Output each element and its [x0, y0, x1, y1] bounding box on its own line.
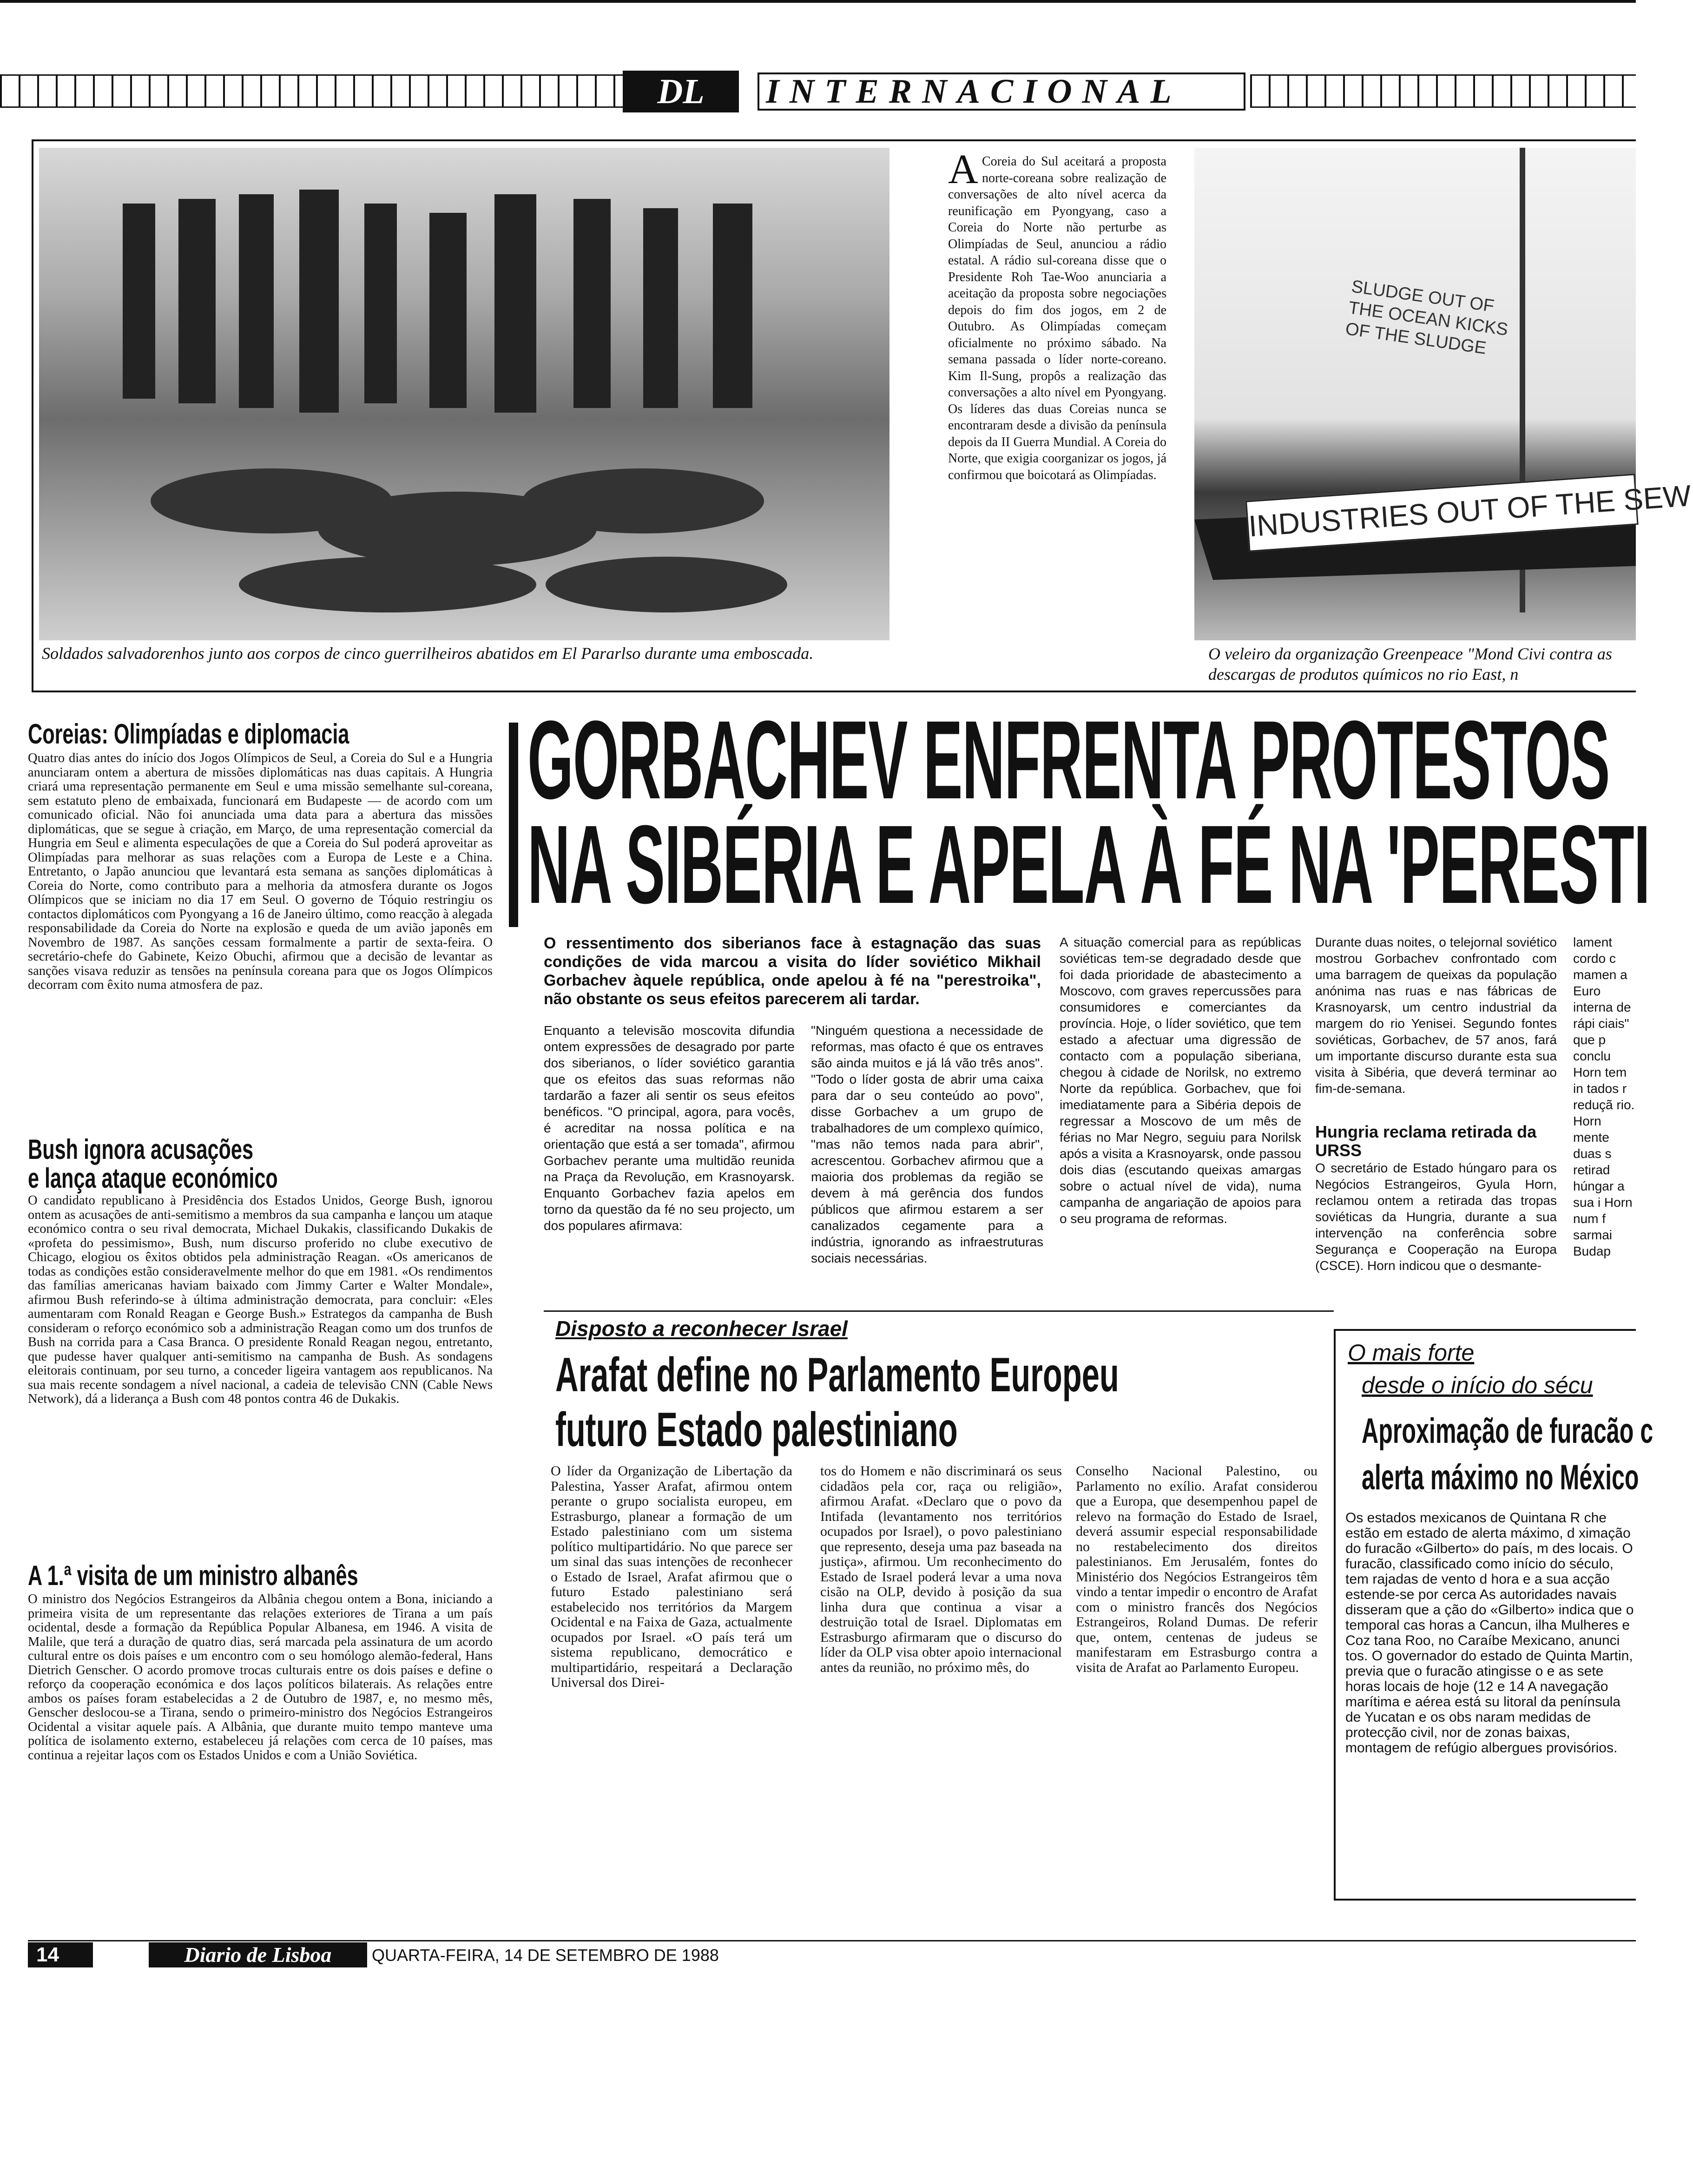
- issue-date: QUARTA-FEIRA, 14 DE SETEMBRO DE 1988: [372, 1946, 719, 1965]
- gorbachev-col-5-clipped: lament cordo c mamen a Euro interna de rápi ciais" que p conclu Horn tem in tados r reduçã rio. Horn mente duas s retirad húngar a sua i Horn num f sarmai Budap: [1573, 935, 1635, 1258]
- gorbachev-lead: O ressentimento dos siberianos face à estagnação das suas condições de vida marcou a visita do líder soviético Mikhail Gorbachev àquele república, onde apelou à fé na "perestroika", não obstante os seus efeitos parecerem ali tardar.: [544, 934, 1041, 1008]
- arafat-top-rule: [544, 1310, 1334, 1312]
- mexico-body: Os estados mexicanos de Quintana R che estão em estado de alerta máximo, d ximação do furacão «Gilberto» do país, m des locais. O furacão, classificado como início do século, tem rajadas de vento d hora e a sua acção estende-se por cerca As autoridades navais disseram que a ção do «Gilberto» indica que o temporal cas horas a Cancun, ilha Mulheres e Coz tana Roo, no Caraíbe Mexicano, anunci tos. O governador do estado de Quinta Martin, previa que o furacão atingisse o e as sete horas locais de hoje (12 e 14 A navegação marítima e aérea está su litoral da península de Yucatan e os obs naram medidas de protecção civil, nor de zonas baixas, montagem de refúgio albergues provisórios.: [1345, 1510, 1634, 1756]
- mexico-kicker-2: desde o início do sécu: [1362, 1372, 1593, 1398]
- mexico-kicker-1: O mais forte: [1348, 1340, 1475, 1366]
- arafat-col-1: O líder da Organização de Libertação da Palestina, Yasser Arafat, afirmou ontem perante o grupo socialista europeu, em Estrasburgo, planear a formação de um Estado palestiniano com um sistema político multipartidário. No que parece ser um sinal das suas intenções de reconhecer o Estado de Israel, Arafat afirmou que o futuro Estado palestiniano será estabelecido nos territórios da Margem Ocidental e na Faixa de Gaza, actualmente ocupados por Israel. «O país terá um sistema republicano, democrático e multipartidário, respeitará a Declaração Universal dos Direi-: [551, 1463, 792, 1690]
- albania-body: O ministro dos Negócios Estrangeiros da Albânia chegou ontem a Bona, iniciando a primeira visita de um representante das relações exteriores de Tirana a um país ocidental, desde a formação da República Popular Albanesa, em 1946. A visita de Malile, que terá a duração de quatro dias, será marcada pela assinatura de um acordo cultural entre os dois países e um encontro com o seu homólogo alemão-federal, Hans Dietrich Genscher. O acordo promove trocas culturais entre os dois países e define o reforço da cooperação económica e dos laços políticos bilaterais. As relações entre ambos os países foram estabelecidas a 2 de Outubro de 1987, e, no mesmo mês, Genscher deslocou-se a Tirana, sendo o primeiro-ministro dos Negócios Estrangeiros Ocidental a visitar aquele país. A Albânia, que durante muito tempo manteve uma política de isolamento externo, estabeleceu já relações com cerca de 10 países, mas continua a rejeitar laços com os Estados Unidos e com a União Soviética.: [28, 1592, 493, 1763]
- soldiers-photo-caption: Soldados salvadorenhos junto aos corpos de cinco guerrilheiros abatidos em El Pararlso durante uma emboscada.: [42, 644, 814, 663]
- section-title: INTERNACIONAL: [758, 72, 1245, 111]
- masthead: Diario de Lisboa: [149, 1942, 367, 1967]
- page-number: 14: [28, 1942, 93, 1967]
- arafat-headline-1: Arafat define no Parlamento Europeu: [555, 1348, 1119, 1402]
- greenpeace-sign: SLUDGE OUT OF THE OCEAN KICKS OF THE SLUDGE: [1344, 276, 1509, 358]
- gorbachev-col-1: Enquanto a televisão moscovita difundia ontem expressões de desagrado por parte dos siberianos, o líder soviético garantia que os efeitos das suas reformas não tardarão a fazer ali sentir os seus efeitos benéficos. "O principal, agora, para vocês, é acreditar na nossa política e na orientação que está a ser tomada", afirmou Gorbachev perante uma multidão reunida na Praça da Revolução, em Krasnoyarsk. Enquanto Gorbachev fazia apelos em torno da questão da fé no seu projecto, um dos populares afirmava:: [544, 1023, 795, 1233]
- bush-headline-1: Bush ignora acusações: [28, 1134, 253, 1165]
- arafat-col-3: Conselho Nacional Palestino, ou Parlamento no exílio. Arafat considerou que a Europa, que desempenhou papel de relevo na formação do Estado de Israel, deverá assumir especial responsabilidade no restabelecimento dos direitos palestinianos. Em Jerusalém, fontes do Ministério dos Negócios Estrangeiros têm vindo a tentar impedir o encontro de Arafat com o ministro francês dos Negócios Estrangeiros, Roland Dumas. De referir que, ontem, centenas de judeus se manifestaram em Estrasburgo contra a visita de Arafat ao Parlamento Europeu.: [1076, 1463, 1318, 1675]
- left-column: [28, 718, 493, 1834]
- coreia-brief-dropcap: A: [948, 146, 978, 192]
- bush-headline-2: e lança ataque económico: [28, 1163, 278, 1194]
- coreia-brief-text: Coreia do Sul aceitará a proposta norte-coreana sobre realização de conversações de alto nível acerca da reunificação em Pyongyang, caso a Coreia do Norte não perturbe as Olimpíadas de Seul, anunciou a rádio estatal. A rádio sul-coreana disse que o Presidente Roh Tae-Woo anunciaria a aceitação da proposta sobre negociações depois do fim dos jogos, em 2 de Outubro. As Olimpíadas começam oficialmente no próximo sábado. Na semana passada o líder norte-coreano. Kim Il-Sung, propôs a realização das conversações a alto nível em Pyongyang. Os líderes das duas Coreias nunca se encontraram desde a divisão da península depois da II Guerra Mundial. A Coreia do Norte, que exigia coorganizar os jogos, já confirmou que boicotará as Olimpíadas.: [948, 154, 1166, 482]
- greenpeace-photo-caption: O veleiro da organização Greenpeace "Mond Civi contra as descargas de produtos químicos no rio East, n: [1208, 645, 1612, 684]
- gorbachev-headline-box: [527, 697, 1650, 932]
- soldiers-photo: [39, 148, 889, 640]
- top-edge-rule: [0, 0, 1636, 3]
- mexico-headline-1: Aproximação de furacão c: [1362, 1411, 1653, 1451]
- coreias-headline: Coreias: Olimpíadas e diplomacia: [28, 718, 349, 750]
- gorbachev-col-3: A situação comercial para as repúblicas soviéticas tem-se degradado desde que foi dada prioridade de abastecimento a Moscovo, com graves repercussões para consumidores e comerciantes da província. Hoje, o líder soviético, que tem estado a afectuar uma digressão de contacto com a população siberiana, chegou à cidade de Norilsk, no extremo Norte da república. Gorbachev, que foi imediatamente para a Sibéria depois de regressar a Moscovo de um mês de férias no Mar Negro, seguiu para Norilsk após a visita a Krasnoyarsk, onde passou dois dias (escutando queixas amargas sobre o actual nível de vida), numa campanha de angariação de apoios para o seu programa de reformas.: [1060, 935, 1301, 1226]
- gorbachev-col-4: [1315, 934, 1557, 1296]
- greenpeace-banner: INDUSTRIES OUT OF THE SEW: [1245, 474, 1639, 552]
- greenpeace-photo: [1194, 148, 1693, 640]
- section-logo: DL: [623, 71, 739, 112]
- gorbachev-headline-2: NA SIBÉRIA E APELA À FÉ NA 'PERESTI: [527, 802, 1650, 927]
- arafat-col-2: tos do Homem e não discriminará os seus cidadãos pela cor, raça ou religião», afirmou Arafat. «Declaro que o povo da Intifada (levantamento nos territórios ocupados por Israel), o povo palestiniano que represento, deseja uma paz baseada na justiça», afirmou. Um reconhecimento do Estado de Israel poderá levar a uma nova cisão na OLP, devido à posição da sua linha dura que continua a visar a destruição total de Israel. Diplomatas em Estrasburgo afirmaram que o discurso do líder da OLP visa obter apoio internacional antes da reunião, no próximo mês, do: [820, 1463, 1062, 1675]
- gorbachev-col-4-text: Durante duas noites, o telejornal soviético mostrou Gorbachev confrontado com uma barragem de queixas da população anónima nas ruas e nas fábricas de Krasnoyarsk, um centro industrial da margem do rio Yenisei. Segundo fontes soviéticas, Gorbachev, de 57 anos, fará um importante discurso durante esta sua visita à Sibéria, que deverá terminar ao fim-de-semana.: [1315, 935, 1557, 1096]
- header-hatch-right: [1250, 74, 1636, 108]
- footer-rule: [28, 1940, 1636, 1941]
- albania-headline: A 1.ª visita de um ministro albanês: [28, 1560, 358, 1591]
- arafat-kicker: Disposto a reconhecer Israel: [555, 1316, 848, 1341]
- gorbachev-col-2: "Ninguém questiona a necessidade de reformas, mas ofacto é que os entraves são ainda muitos e já lá vão três anos". "Todo o líder gosta de abrir uma caixa para dar o seu conteúdo ao povo", disse Gorbachev a um grupo de trabalhadores de um complexo químico, "mas não temos nada para abrir", acrescentou. Gorbachev afirmou que a maioria dos problemas da região se devem à má gerência dos fundos públicos que afirmou estarem a ser canalizados cegamente para a indústria, ignorando as infraestruturas sociais necessárias.: [811, 1023, 1043, 1265]
- coreia-brief: [948, 146, 1166, 483]
- hungria-subhead: Hungria reclama retirada da URSS: [1315, 1122, 1537, 1160]
- arafat-headline-box: [555, 1348, 1336, 1459]
- hungria-body: O secretário de Estado húngaro para os Negócios Estrangeiros, Gyula Horn, reclamou ontem a retirada das tropas soviéticas da Hungria, durante a sua intervenção na conferência sobre Segurança e Cooperação na Europa (CSCE). Horn indicou que o desmante-: [1315, 1161, 1557, 1273]
- gorbachev-side-rule: [509, 723, 518, 927]
- soldiers-photo-art: [39, 148, 889, 640]
- mexico-headline-2: alerta máximo no México: [1362, 1458, 1639, 1497]
- arafat-headline-2: futuro Estado palestiniano: [555, 1403, 958, 1457]
- greenpeace-photo-art: [1194, 148, 1636, 640]
- gorbachev-headline-1: GORBACHEV ENFRENTA PROTESTOS: [527, 697, 1610, 822]
- header-hatch-left: [0, 74, 623, 108]
- bush-body: O candidato republicano à Presidência dos Estados Unidos, George Bush, ignorou ontem as acusações de anti-semitismo a membros da sua campanha e lançou um ataque económico contra o seu rival democrata, Michael Dukakis, classificando Dukakis de «profeta do pessimismo», Bush, num discurso proferido no clube executivo de Chicago, elogiou os êxitos obtidos pela administração Reagan. «Os americanos de todas as condições estão consideravelmente melhor do que em 1981. «Os rendimentos das famílias americanas haviam baixado com Jimmy Carter e Walter Mondale», afirmou Bush referindo-se à última administração democrata, para concluir: «Eles aumentaram com Ronald Reagan e George Bush.» Estrategos da campanha de Bush consideram o reforço económico sob a administração Reagan como um dos trunfos de Bush na corrida para a Casa Branca. O presidente Ronald Reagan negou, entretanto, que pudesse haver qualquer anti-semitismo na campanha de Bush. As sondagens eleitorais continuam, por seu turno, a conceder ligeira vantagem aos republicanos. Na sua mais recente sondagem a nível nacional, a cadeia de televisão CNN (Cable News Network), dá a liderança a Bush com 48 pontos contra 46 de Dukakis.: [28, 1193, 493, 1406]
- coreias-body: Quatro dias antes do início dos Jogos Olímpicos de Seul, a Coreia do Sul e a Hungria anunciaram ontem a abertura de missões diplomáticas nas duas capitais. A Hungria criará uma representação permanente em Seul e uma missão semelhante sul-coreana, sem estatuto pleno de embaixada, funcionará em Budapeste — de acordo com um comunicado oficial. Não foi anunciada uma data para a abertura das missões diplomáticas, que se segue à criação, em Março, de uma representação comercial da Hungria em Seul e alimenta especulações de que a Coreia do Sul poderá aproveitar as Olimpíadas para melhorar as suas relações com a Europa de Leste e a China. Entretanto, o Japão anunciou que levantará esta semana as sanções diplomáticas à Coreia do Norte, como contributo para a melhoria da atmosfera durante os Jogos Olímpicos que se iniciam no dia 17 em Seul. O governo de Tóquio restringiu os contactos diplomáticos com Pyongyang a 16 de Janeiro último, como reacção à alegada responsabilidade da Coreia do Norte na explosão e queda de um avião japonês em Novembro de 1987. As sanções cessam formalmente a partir de sexta-feira. O secretário-chefe do Gabinete, Keizo Obuchi, afirmou que a decisão de levantar as sanções visava reduzir as tensões na península coreana para que os Jogos Olímpicos decorram com êxito numa atmosfera de paz.: [28, 751, 493, 992]
- mexico-headline-box: [1362, 1408, 1653, 1501]
